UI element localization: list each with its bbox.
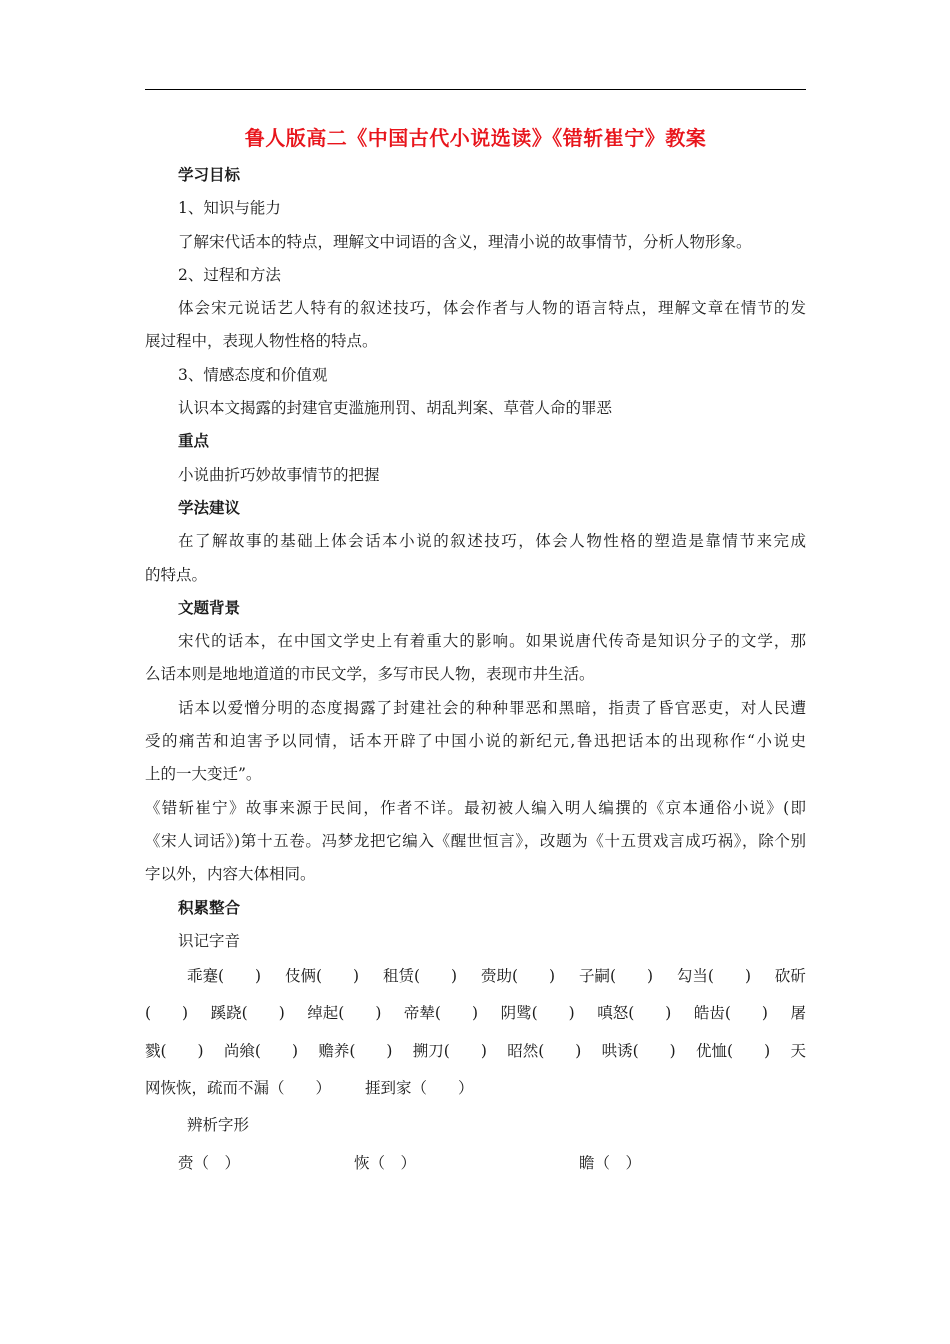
- pron-item: 绰起( ): [307, 1004, 382, 1023]
- background-p2-line3: 上的一大变迁”。: [145, 765, 262, 784]
- pron-item: 皓齿( ): [693, 1004, 768, 1023]
- pron-item: 哄诱( ): [601, 1041, 676, 1060]
- goal3-text: 认识本文揭露的封建官吏滥施刑罚、胡乱判案、草菅人命的罪恶: [178, 399, 613, 418]
- pron-item: 昭然( ): [507, 1041, 582, 1060]
- background-heading: 文题背景: [178, 598, 241, 617]
- pronunciation-row-3: [145, 1033, 806, 1070]
- form-item: 恢（ ）: [354, 1153, 417, 1172]
- pron-item: ( ): [145, 1004, 189, 1023]
- pron-item: 帝辇( ): [403, 1004, 479, 1023]
- background-p1-line1: 宋代的话本，在中国文学史上有着重大的影响。如果说唐代传奇是知识分子的文学，那: [178, 632, 806, 651]
- pron-item: 阴骘( ): [500, 1004, 575, 1023]
- pron-item: 优恤( ): [696, 1041, 771, 1060]
- pronunciation-row-1: [145, 958, 806, 995]
- accumulation-heading: 积累整合: [178, 898, 241, 917]
- pron-item: 砍斫: [774, 967, 806, 986]
- method-line2: 的特点。: [145, 565, 208, 584]
- pron-item: 伎俩( ): [284, 967, 360, 986]
- background-p3-line3: 字以外，内容大体相同。: [145, 865, 316, 884]
- pron-item: 勾当( ): [676, 967, 752, 986]
- pron-item: 捱到家（ ）: [365, 1079, 474, 1098]
- background-p2-line2: 受的痛苦和迫害予以同情，话本开辟了中国小说的新纪元,鲁迅把话本的出现称作“小说史: [145, 732, 806, 751]
- glyph-form-heading: 辨析字形: [187, 1116, 250, 1135]
- form-item: 瞻（ ）: [579, 1153, 642, 1172]
- pron-item: 屠: [790, 1004, 806, 1023]
- pron-item: 子嗣( ): [578, 967, 654, 986]
- pron-item: 赡养( ): [318, 1041, 393, 1060]
- pron-item: 乖蹇( ): [187, 967, 262, 986]
- goal1-heading: 1、知识与能力: [178, 199, 281, 218]
- method-line1: 在了解故事的基础上体会话本小说的叙述技巧，体会人物性格的塑造是靠情节来完成: [178, 532, 806, 551]
- background-p2-line1: 话本以爱憎分明的态度揭露了封建社会的种种罪恶和黑暗，指责了昏官恶吏，对人民遭: [178, 698, 806, 717]
- pron-item: 天: [790, 1041, 806, 1060]
- background-p3-line2: 《宋人词话》)第十五卷。冯梦龙把它编入《醒世恒言》，改题为《十五贯戏言成巧祸》，除个别: [145, 831, 806, 850]
- goal1-text: 了解宋代话本的特点，理解文中词语的含义，理清小说的故事情节，分析人物形象。: [178, 232, 752, 251]
- document-body: [145, 159, 806, 1182]
- goal3-heading: 3、情感态度和价值观: [178, 365, 328, 384]
- pron-item: 赍助( ): [480, 967, 556, 986]
- glyph-form-row: [145, 1145, 806, 1182]
- pron-item: 尚飨( ): [223, 1041, 299, 1060]
- form-item: 赍（ ）: [178, 1153, 241, 1172]
- goals-heading: 学习目标: [178, 166, 241, 184]
- goal2-heading: 2、过程和方法: [178, 265, 281, 284]
- header-rule: [145, 89, 806, 90]
- pronunciation-row-4: [145, 1070, 806, 1107]
- pronunciation-row-2: [145, 995, 806, 1032]
- pron-item: 搠刀( ): [412, 1041, 487, 1060]
- pron-item: 租赁( ): [382, 967, 458, 986]
- pron-item: 蹊跷( ): [210, 1004, 285, 1023]
- pronunciation-heading: 识记字音: [178, 931, 241, 950]
- goal2-text-line2: 展过程中，表现人物性格的特点。: [145, 332, 378, 351]
- pron-item: 戮( ): [145, 1041, 204, 1060]
- background-p3-line1: 《错斩崔宁》故事来源于民间，作者不详。最初被人编入明人编撰的《京本通俗小说》(即: [145, 798, 806, 817]
- pron-item: 嗔怒( ): [597, 1004, 672, 1023]
- method-heading: 学法建议: [178, 498, 241, 517]
- pron-item: 网恢恢，疏而不漏（ ）: [145, 1079, 332, 1098]
- page-title: 鲁人版高二《中国古代小说选读》《错斩崔宁》教案: [244, 126, 707, 150]
- background-p1-line2: 么话本则是地地道道的市民文学，多写市民人物，表现市井生活。: [145, 665, 595, 684]
- goal2-text-line1: 体会宋元说话艺人特有的叙述技巧，体会作者与人物的语言特点，理解文章在情节的发: [178, 299, 806, 318]
- key-heading: 重点: [178, 432, 210, 451]
- key-text: 小说曲折巧妙故事情节的把握: [178, 465, 380, 484]
